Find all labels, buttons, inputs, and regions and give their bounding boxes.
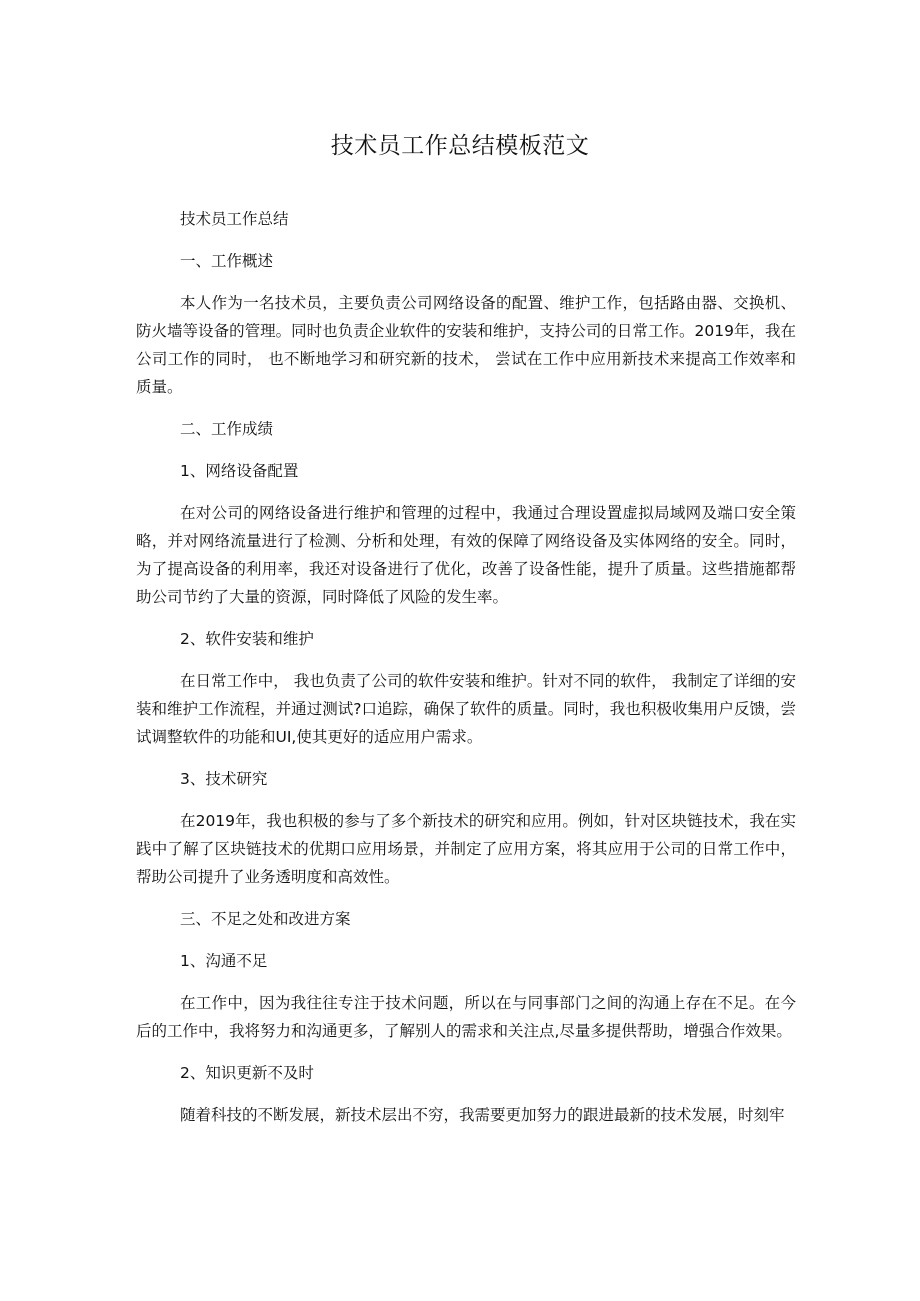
paragraph-network: 在对公司的网络设备进行维护和管理的过程中，我通过合理设置虚拟局域网及端口安全策略，并对网络流量进行了检测、分析和处理，有效的保障了网络设备及实体网络的安全。同时，为了提高设备的利用率，我还对设备进行了优化，改善了设备性能，提升了质量。这些措施都帮助公司节约了大量的资源，同时降低了风险的发生率。 [136,504,796,606]
paragraph-knowledge: 随着科技的不断发展，新技术层出不穷，我需要更加努力的跟进最新的技术发展，时刻牢 [180,1106,785,1124]
paragraph-software: 在日常工作中， 我也负责了公司的软件安装和维护。针对不同的软件， 我制定了详细的安装和维护工作流程，并通过测试?口追踪，确保了软件的质量。同时，我也积极收集用户反馈，尝试调整软件的功能和UI,使其更好的适应用户需求。 [136,672,796,746]
subsection-heading-network: 1、网络设备配置 [180,462,299,480]
section-heading-shortcomings: 三、不足之处和改进方案 [180,910,351,928]
subsection-heading-knowledge: 2、知识更新不及时 [180,1064,314,1082]
document-body [136,205,796,1143]
paragraph-research: 在2019年，我也积极的参与了多个新技术的研究和应用。例如，针对区块链技术，我在实践中了解了区块链技术的优期口应用场景，并制定了应用方案，将其应用于公司的日常工作中，帮助公司提升了业务透明度和高效性。 [136,812,796,886]
section-heading-achievements: 二、工作成绩 [180,420,274,438]
paragraph-communication: 在工作中，因为我往往专注于技术问题，所以在与同事部门之间的沟通上存在不足。在今后的工作中，我将努力和沟通更多，了解别人的需求和关注点,尽量多提供帮助，增强合作效果。 [136,994,796,1040]
section-heading-overview: 一、工作概述 [180,252,274,270]
paragraph-overview: 本人作为一名技术员，主要负责公司网络设备的配置、维护工作，包括路由器、交换机、防火墙等设备的管理。同时也负责企业软件的安装和维护，支持公司的日常工作。2019年，我在公司工作的同时， 也不断地学习和研究新的技术， 尝试在工作中应用新技术来提高工作效率和质量。 [136,294,796,396]
subsection-heading-software: 2、软件安装和维护 [180,630,314,648]
subtitle-heading: 技术员工作总结 [180,210,289,228]
document-title: 技术员工作总结模板范文 [330,133,590,159]
subsection-heading-communication: 1、沟通不足 [180,952,268,970]
subsection-heading-research: 3、技术研究 [180,770,268,788]
